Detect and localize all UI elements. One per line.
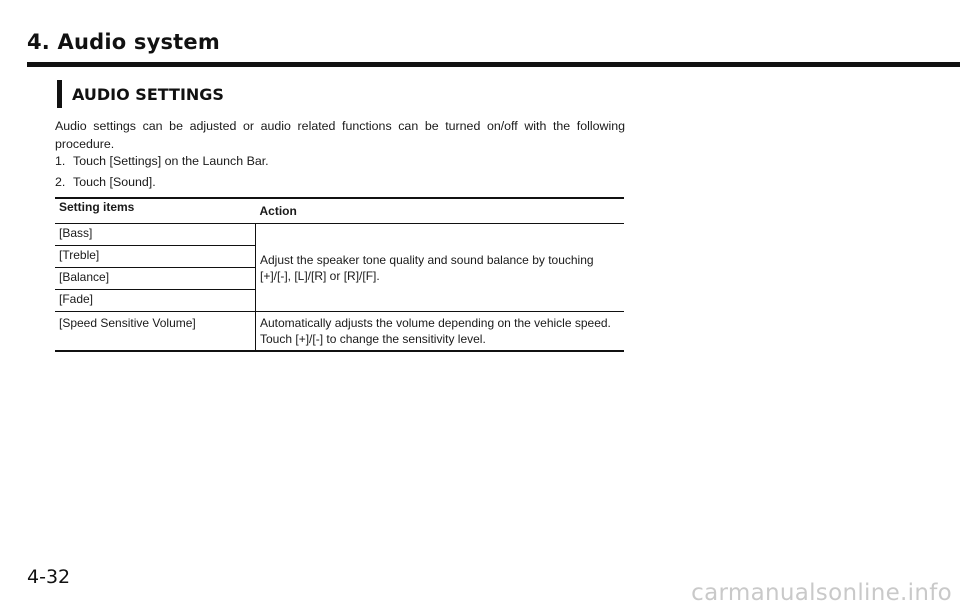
step-number: 1.	[55, 154, 66, 168]
action-text-line: [+]/[-], [L]/[R] or [R]/[F].	[260, 268, 380, 283]
setting-item-fade: [Fade]	[55, 290, 256, 312]
watermark: carmanualsonline.info	[691, 580, 952, 606]
action-text-line: Touch [+]/[-] to change the sensitivity level.	[260, 332, 486, 346]
settings-table	[55, 197, 624, 352]
action-text-line: Automatically adjusts the volume depending on the vehicle speed.	[260, 316, 611, 330]
setting-item-treble: [Treble]	[55, 246, 256, 268]
section-marker-bar	[57, 80, 62, 108]
procedure-step	[55, 154, 269, 168]
chapter-title: 4. Audio system	[27, 30, 220, 54]
step-number: 2.	[55, 175, 66, 189]
header-setting-items: Setting items	[55, 198, 256, 224]
section-title: AUDIO SETTINGS	[72, 85, 224, 104]
table-row	[55, 312, 624, 352]
setting-item-speed-sensitive-volume: [Speed Sensitive Volume]	[55, 312, 256, 352]
step-text: Touch [Settings] on the Launch Bar.	[73, 154, 269, 168]
step-text: Touch [Sound].	[73, 175, 156, 189]
setting-item-bass: [Bass]	[55, 224, 256, 246]
action-text-line: Adjust the speaker tone quality and sound balance by touching	[260, 252, 594, 267]
page-number: 4-32	[27, 566, 71, 588]
header-action: Action	[256, 198, 625, 224]
table-row	[55, 224, 624, 246]
intro-paragraph: Audio settings can be adjusted or audio related functions can be turned on/off with the following procedure.	[55, 119, 625, 151]
procedure-step	[55, 175, 156, 189]
table-header-row	[55, 198, 624, 224]
action-cell-speed-volume	[256, 312, 625, 352]
action-cell-tone	[256, 224, 625, 312]
chapter-rule	[27, 62, 960, 67]
setting-item-balance: [Balance]	[55, 268, 256, 290]
